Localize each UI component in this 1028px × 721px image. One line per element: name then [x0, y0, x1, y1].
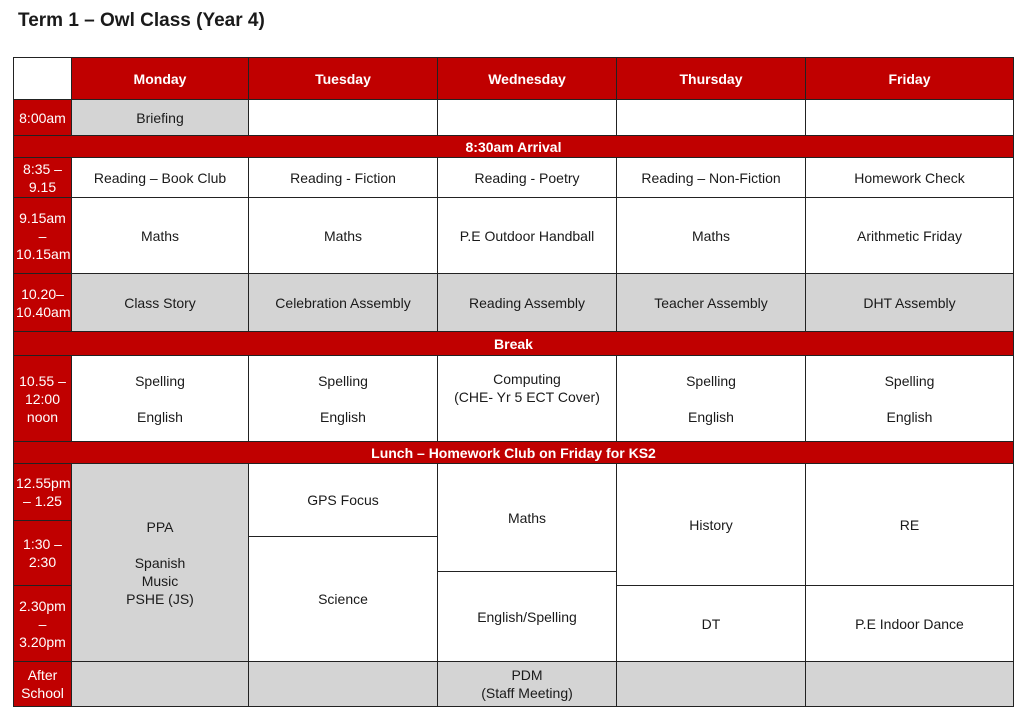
empty-cell	[438, 100, 617, 136]
lesson-cell: Reading – Book Club	[72, 158, 249, 198]
time-cell: 10.20– 10.40am	[14, 274, 72, 332]
lunch-row	[14, 442, 1014, 464]
header-row	[14, 58, 1014, 100]
lesson-spelling: Spelling	[135, 372, 185, 389]
lesson-science: Science	[318, 591, 368, 607]
empty-cell	[249, 662, 438, 707]
lesson-re: RE	[806, 464, 1014, 586]
lesson-music: Music	[141, 572, 179, 589]
lesson-cell: DHT Assembly	[806, 274, 1014, 332]
lesson-cell: Class Story	[72, 274, 249, 332]
day-wednesday: Wednesday	[438, 58, 617, 100]
row-after-school	[14, 662, 1014, 707]
lesson-spelling: Spelling	[884, 372, 935, 389]
lesson-cell	[617, 356, 806, 442]
lesson-ppa: PPA	[146, 518, 174, 535]
break-row	[14, 332, 1014, 356]
lesson-gps: GPS Focus	[249, 464, 437, 537]
lesson-cell	[249, 356, 438, 442]
page-title: Term 1 – Owl Class (Year 4)	[18, 10, 265, 31]
row-afternoon-1	[14, 464, 1014, 521]
lesson-spelling: Spelling	[686, 372, 736, 389]
lesson-cell: Arithmetic Friday	[806, 198, 1014, 274]
time-cell: 2.30pm – 3.20pm	[14, 586, 72, 662]
arrival-row	[14, 136, 1014, 158]
arrival-banner: 8:30am Arrival	[14, 136, 1014, 158]
lesson-cell-ppa	[72, 464, 249, 662]
lesson-cell: P.E Outdoor Handball	[438, 198, 617, 274]
day-thursday: Thursday	[617, 58, 806, 100]
lesson-dt: DT	[617, 586, 806, 662]
time-cell: After School	[14, 662, 72, 707]
lesson-cell: Teacher Assembly	[617, 274, 806, 332]
lesson-cell: Reading - Poetry	[438, 158, 617, 198]
row-maths	[14, 198, 1014, 274]
row-8am	[14, 100, 1014, 136]
lesson-cell: Reading – Non-Fiction	[617, 158, 806, 198]
lesson-cell	[438, 356, 617, 442]
empty-cell	[72, 662, 249, 707]
row-english	[14, 356, 1014, 442]
empty-cell	[806, 662, 1014, 707]
lesson-pshe: PSHE (JS)	[126, 590, 194, 607]
day-tuesday: Tuesday	[249, 58, 438, 100]
time-cell: 12.55pm – 1.25	[14, 464, 72, 521]
lesson-maths: Maths	[438, 464, 616, 572]
time-cell: 8:00am	[14, 100, 72, 136]
lesson-cell: Reading - Fiction	[249, 158, 438, 198]
empty-cell	[249, 100, 438, 136]
lesson-cell	[72, 356, 249, 442]
time-cell: 9.15am – 10.15am	[14, 198, 72, 274]
timetable	[13, 57, 1014, 707]
lesson-english: English	[320, 408, 366, 425]
empty-cell	[806, 100, 1014, 136]
lesson-english: English	[688, 408, 734, 425]
lesson-cell: Briefing	[72, 100, 249, 136]
row-assembly	[14, 274, 1014, 332]
lesson-spelling: Spelling	[318, 372, 368, 389]
day-friday: Friday	[806, 58, 1014, 100]
lesson-cover-note: (CHE- Yr 5 ECT Cover)	[454, 389, 600, 405]
lesson-pe-dance: P.E Indoor Dance	[806, 586, 1014, 662]
lesson-cell: Homework Check	[806, 158, 1014, 198]
lesson-computing: Computing	[493, 371, 561, 387]
empty-cell	[617, 662, 806, 707]
lesson-english: English	[886, 408, 933, 425]
lesson-cell	[806, 356, 1014, 442]
lesson-cell-tuesday-pm	[249, 464, 438, 662]
corner-cell	[14, 58, 72, 100]
lesson-english: English	[137, 408, 183, 425]
empty-cell	[617, 100, 806, 136]
lesson-cell: Maths	[72, 198, 249, 274]
lunch-banner: Lunch – Homework Club on Friday for KS2	[14, 442, 1014, 464]
row-reading	[14, 158, 1014, 198]
lesson-cell: Reading Assembly	[438, 274, 617, 332]
lesson-spanish: Spanish	[134, 554, 186, 571]
lesson-english-spelling: English/Spelling	[477, 608, 577, 625]
time-cell: 10.55 – 12:00 noon	[14, 356, 72, 442]
break-banner: Break	[14, 332, 1014, 356]
lesson-staff-meeting: (Staff Meeting)	[481, 685, 573, 701]
lesson-cell	[438, 662, 617, 707]
day-monday: Monday	[72, 58, 249, 100]
time-cell: 8:35 – 9.15	[14, 158, 72, 198]
lesson-cell: Celebration Assembly	[249, 274, 438, 332]
lesson-pdm: PDM	[511, 667, 543, 683]
lesson-history: History	[617, 464, 806, 586]
lesson-cell: Maths	[249, 198, 438, 274]
lesson-cell: Maths	[617, 198, 806, 274]
lesson-cell-wednesday-pm	[438, 464, 617, 662]
time-cell: 1:30 – 2:30	[14, 521, 72, 586]
